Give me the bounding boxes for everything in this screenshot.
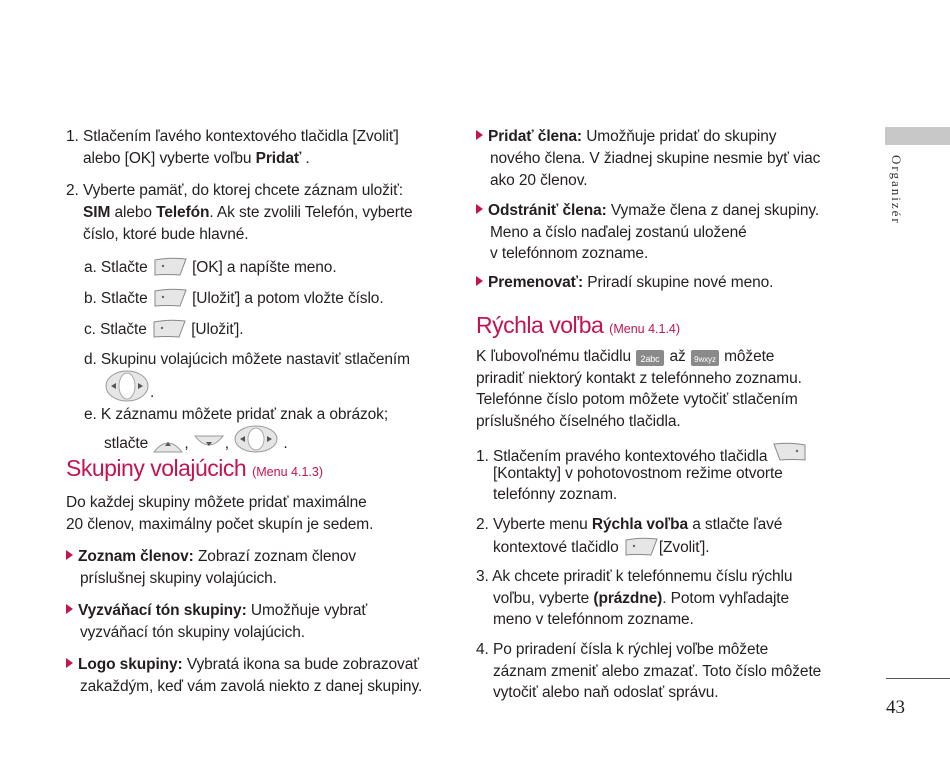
right-softkey-icon — [772, 441, 808, 463]
speed-step-1: 1. Stlačením pravého kontextového tlačidla — [476, 441, 808, 468]
speed-step-3-line3: meno v telefónnom zozname. — [493, 611, 694, 628]
sub-step-d: d. Skupinu volajúcich môžete nastaviť stlačením — [84, 351, 410, 368]
speed-dial-intro-line4: príslušného číselného tlačidla. — [476, 413, 681, 430]
bullet-add-member: Pridať člena: Umožňuje pridať do skupiny — [476, 126, 776, 148]
sub-step-e: e. K záznamu môžete pridať znak a obrázok; — [84, 406, 389, 423]
sub-step-a: a. Stlačte [OK] a napíšte meno. — [84, 256, 337, 279]
left-softkey-icon — [623, 536, 659, 558]
arrow-bullet-icon — [476, 130, 483, 140]
footer-rule — [886, 678, 950, 679]
left-softkey-icon — [152, 287, 188, 309]
speed-dial-intro: K ľubovoľnému tlačidlu 2abc až 9wxyz môžete — [476, 348, 775, 365]
speed-step-3: 3. Ak chcete priradiť k telefónnemu číslu rýchlu — [476, 568, 793, 585]
key-2-icon — [635, 349, 665, 367]
speed-step-4-line2: záznam zmeniť alebo zmazať. Toto číslo môžete — [493, 663, 822, 680]
arrow-bullet-icon — [66, 604, 73, 614]
speed-dial-intro-line3: Telefónne číslo potom môžete vytočiť stlačením — [476, 391, 798, 408]
bullet-group-logo-line2: zakaždým, keď vám zavolá niekto z danej skupiny. — [80, 678, 423, 695]
caller-groups-intro-line2: 20 členov, maximálny počet skupín je sedem. — [66, 516, 374, 533]
step-1: 1. Stlačením ľavého kontextového tlačidla [Zvoliť] — [66, 128, 399, 145]
sub-step-b: b. Stlačte [Uložiť] a potom vložte číslo. — [84, 287, 384, 310]
speed-step-2-line2: kontextové tlačidlo [Zvoliť]. — [493, 536, 709, 559]
step-1-line2: alebo [OK] vyberte voľbu Pridať . — [83, 150, 310, 167]
bullet-remove-member-line3: v telefónnom zozname. — [490, 245, 649, 262]
speed-step-3-line2: voľbu, vyberte (prázdne). Potom vyhľadajte — [493, 590, 790, 607]
speed-step-4-line3: vytočiť alebo naň odoslať správu. — [493, 684, 719, 701]
bullet-remove-member: Odstrániť člena: Vymaže člena z danej skupiny. — [476, 200, 819, 222]
arrow-bullet-icon — [476, 204, 483, 214]
nav-key-left-right-icon — [104, 369, 150, 403]
section-label: Organizér — [889, 155, 904, 225]
sub-step-c: c. Stlačte [Uložiť]. — [84, 318, 243, 341]
speed-step-1-line2: [Kontakty] v pohotovostnom režime otvorte — [493, 465, 783, 482]
step-2-line2: SIM alebo Telefón. Ak ste zvolili Telefón, vyberte — [83, 204, 413, 221]
speed-step-4: 4. Po priradení čísla k rýchlej voľbe môžete — [476, 641, 769, 658]
left-softkey-icon — [152, 256, 188, 278]
section-tab — [885, 127, 950, 145]
bullet-remove-member-line2: Meno a číslo naďalej zostanú uložené — [490, 224, 747, 241]
arrow-bullet-icon — [66, 658, 73, 668]
nav-key-down-icon — [193, 434, 225, 454]
key-2-label: 2abc — [640, 354, 660, 364]
caller-groups-intro-line1: Do každej skupiny môžete pridať maximálne — [66, 494, 367, 511]
left-softkey-icon — [151, 318, 187, 340]
heading-caller-groups: Skupiny volajúcich (Menu 4.1.3) — [66, 455, 323, 481]
step-2: 2. Vyberte pamäť, do ktorej chcete záznam uložiť: — [66, 182, 404, 199]
nav-key-up-icon — [152, 434, 184, 454]
arrow-bullet-icon — [66, 550, 73, 560]
page-number: 43 — [886, 697, 905, 718]
bullet-group-ringtone-line2: vyzváňací tón skupiny volajúcich. — [80, 624, 306, 641]
bullet-group-logo: Logo skupiny: Vybratá ikona sa bude zobrazovať — [66, 654, 419, 676]
heading-speed-dial: Rýchla voľba (Menu 4.1.4) — [476, 312, 681, 338]
bullet-member-list-line2: príslušnej skupiny volajúcich. — [80, 570, 277, 587]
sub-step-e-line2: stlačte , , . — [104, 424, 288, 455]
bullet-member-list: Zoznam členov: Zobrazí zoznam členov — [66, 546, 356, 568]
sub-step-d-line2: . — [104, 369, 154, 404]
arrow-bullet-icon — [476, 276, 483, 286]
bullet-rename: Premenovať: Priradí skupine nové meno. — [476, 272, 773, 294]
key-9-icon — [690, 349, 720, 367]
bullet-add-member-line2: nového člena. V žiadnej skupine nesmie byť viac — [490, 150, 821, 167]
speed-step-1-line3: telefónny zoznam. — [493, 486, 618, 503]
nav-key-left-right-icon — [233, 424, 279, 454]
step-2-line3: číslo, ktoré bude hlavné. — [83, 226, 249, 243]
bullet-add-member-line3: ako 20 členov. — [490, 172, 588, 189]
speed-step-2: 2. Vyberte menu Rýchla voľba a stlačte ľavé — [476, 516, 783, 533]
speed-dial-intro-line2: priradiť niektorý kontakt z telefónneho zoznamu. — [476, 370, 802, 387]
bullet-group-ringtone: Vyzváňací tón skupiny: Umožňuje vybrať — [66, 600, 367, 622]
key-9-label: 9wxyz — [694, 355, 716, 364]
